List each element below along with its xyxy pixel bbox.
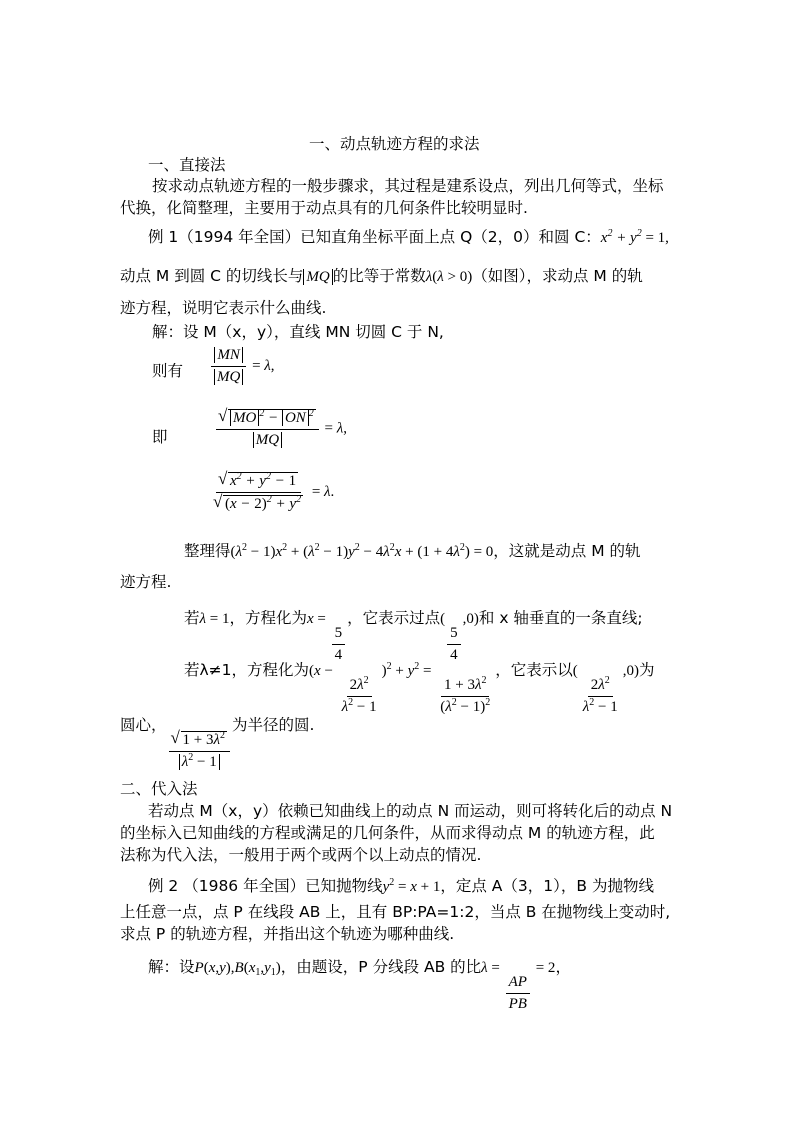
solution-2-line — [148, 957, 571, 1013]
case-text: 若λ≠1，方程化为 — [184, 661, 310, 679]
section-heading-substitution: 二、代入法 — [120, 780, 198, 798]
equation-coordinate-form: √ $x^2 + y^2 - 1$ √ $(x - 2)^2 + y^2$ = λ. — [209, 472, 334, 513]
point-5-4-0: ( $\frac{5}{4}$ ,0) — [440, 611, 479, 663]
case-lambda-not-1 — [184, 660, 654, 716]
section-heading-direct-method: 一、直接法 — [148, 156, 226, 174]
solution-1-line: 解：设 M（x，y），直线 MN 切圆 C 于 N, — [152, 323, 444, 341]
paragraph-line: 上任意一点，点 P 在线段 AB 上，且有 BP:PA=1:2，当点 B 在抛物线上变动时, — [120, 903, 671, 921]
case-lambda-equals-1 — [184, 608, 643, 664]
equation-ratio: $\frac{MN}{MQ}$ = λ, — [209, 347, 275, 386]
circle-equation: $x^2 + y^2 = 1$, — [600, 228, 669, 246]
example-2-line — [148, 876, 654, 897]
ratio-lambda-2: λ = $\frac{AP}{PB}$ = 2 — [481, 960, 556, 1012]
solution-2-text: ， — [555, 958, 571, 976]
simplify-line — [184, 541, 641, 562]
example-1-text: （如图），求动点 M 的轨 — [472, 267, 643, 285]
paragraph-line: 迹方程. — [120, 573, 172, 591]
radius-expression: √ $\frac{1 + 3\lambda^2}{\lambda^2 - 1}$ — [167, 718, 232, 734]
paragraph-line: 按求动点轨迹方程的一般步骤求，其过程是建系设点，列出几何等式，坐标 — [152, 177, 664, 195]
paragraph-line: 代换，化简整理，主要用于动点具有的几何条件比较明显时. — [120, 199, 528, 217]
example-2-text: ，定点 A（3，1），B 为抛物线 — [440, 877, 654, 895]
case-text: ，它表示以 — [495, 661, 573, 679]
parabola-equation: $y^2 = x + 1$ — [382, 877, 441, 895]
lambda-equals-one: λ = 1 — [199, 611, 230, 627]
case-text: 圆心， — [120, 716, 167, 734]
paragraph-line: 求点 P 的轨迹方程，并指出这个轨迹为哪种曲线. — [120, 925, 455, 943]
case-text: 为半径的圆. — [231, 716, 315, 734]
x-equals-5-4: x = $\frac{5}{4}$ — [307, 611, 347, 627]
trajectory-equation: $(\lambda^2 - 1)x^2 + (\lambda^2 - 1)y^2 - 4\lambda^2x + (1 + 4\lambda^2) = 0$ — [230, 542, 494, 560]
case-text: 若 — [184, 609, 200, 627]
case-text: 和 x 轴垂直的一条直线; — [478, 609, 643, 627]
paragraph-line: 法称为代入法，一般用于两个或两个以上动点的情况. — [120, 846, 482, 864]
example-1-text: 的比等于常数 — [332, 267, 426, 285]
simplify-text: 整理得 — [184, 542, 231, 560]
simplify-text: ，这就是动点 M 的轨 — [493, 542, 641, 560]
paragraph-line: 的坐标入已知曲线的方程或满足的几何条件，从而求得动点 M 的轨迹方程，此 — [120, 824, 655, 842]
abs-mq: MQ — [303, 269, 332, 285]
ji-label: 即 — [152, 428, 168, 446]
center-radius-line — [120, 715, 314, 771]
point-definitions: $P(x,y),B(x_1,y_1)$ — [194, 960, 281, 978]
solution-2-text: ，由题设，P 分线段 AB 的比 — [280, 958, 482, 976]
page-title: 一、动点轨迹方程的求法 — [309, 135, 480, 153]
example-1-text: 动点 M 到圆 C 的切线长与 — [120, 267, 304, 285]
example-2-text: 例 2 （1986 年全国）已知抛物线 — [148, 877, 383, 895]
example-1-line — [148, 227, 669, 248]
circle-center: ( $\frac{2\lambda^2}{\lambda^2 - 1}$ ,0) — [572, 663, 639, 715]
case-text: 为 — [638, 661, 655, 679]
circle-form-equation: (x − $\frac{2\lambda^2}{\lambda^2 - 1}$ )$^2 + y^2$ = $\frac{1 + 3\lambda^2}{(\lambda^2 - 1)^2}$ — [309, 661, 491, 715]
case-text: ，方程化为 — [229, 609, 307, 627]
example-1-text: 例 1（1994 年全国）已知直角坐标平面上点 Q（2，0）和圆 C： — [148, 228, 601, 246]
paragraph-line: 若动点 M（x，y）依赖已知曲线上的动点 N 而运动，则可将转化后的动点 N — [148, 802, 673, 820]
paragraph-line: 迹方程，说明它表示什么曲线. — [120, 299, 327, 317]
example-1-line — [120, 266, 643, 287]
equation-tangent-length: √ $\frac{MO ^2 - ON ^2}{MQ}$ = λ, — [214, 409, 347, 449]
case-text: ，它表示过点 — [347, 609, 441, 627]
then-label: 则有 — [152, 362, 184, 380]
solution-2-text: 解：设 — [148, 958, 195, 976]
lambda-condition: λ(λ > 0) — [425, 269, 473, 285]
